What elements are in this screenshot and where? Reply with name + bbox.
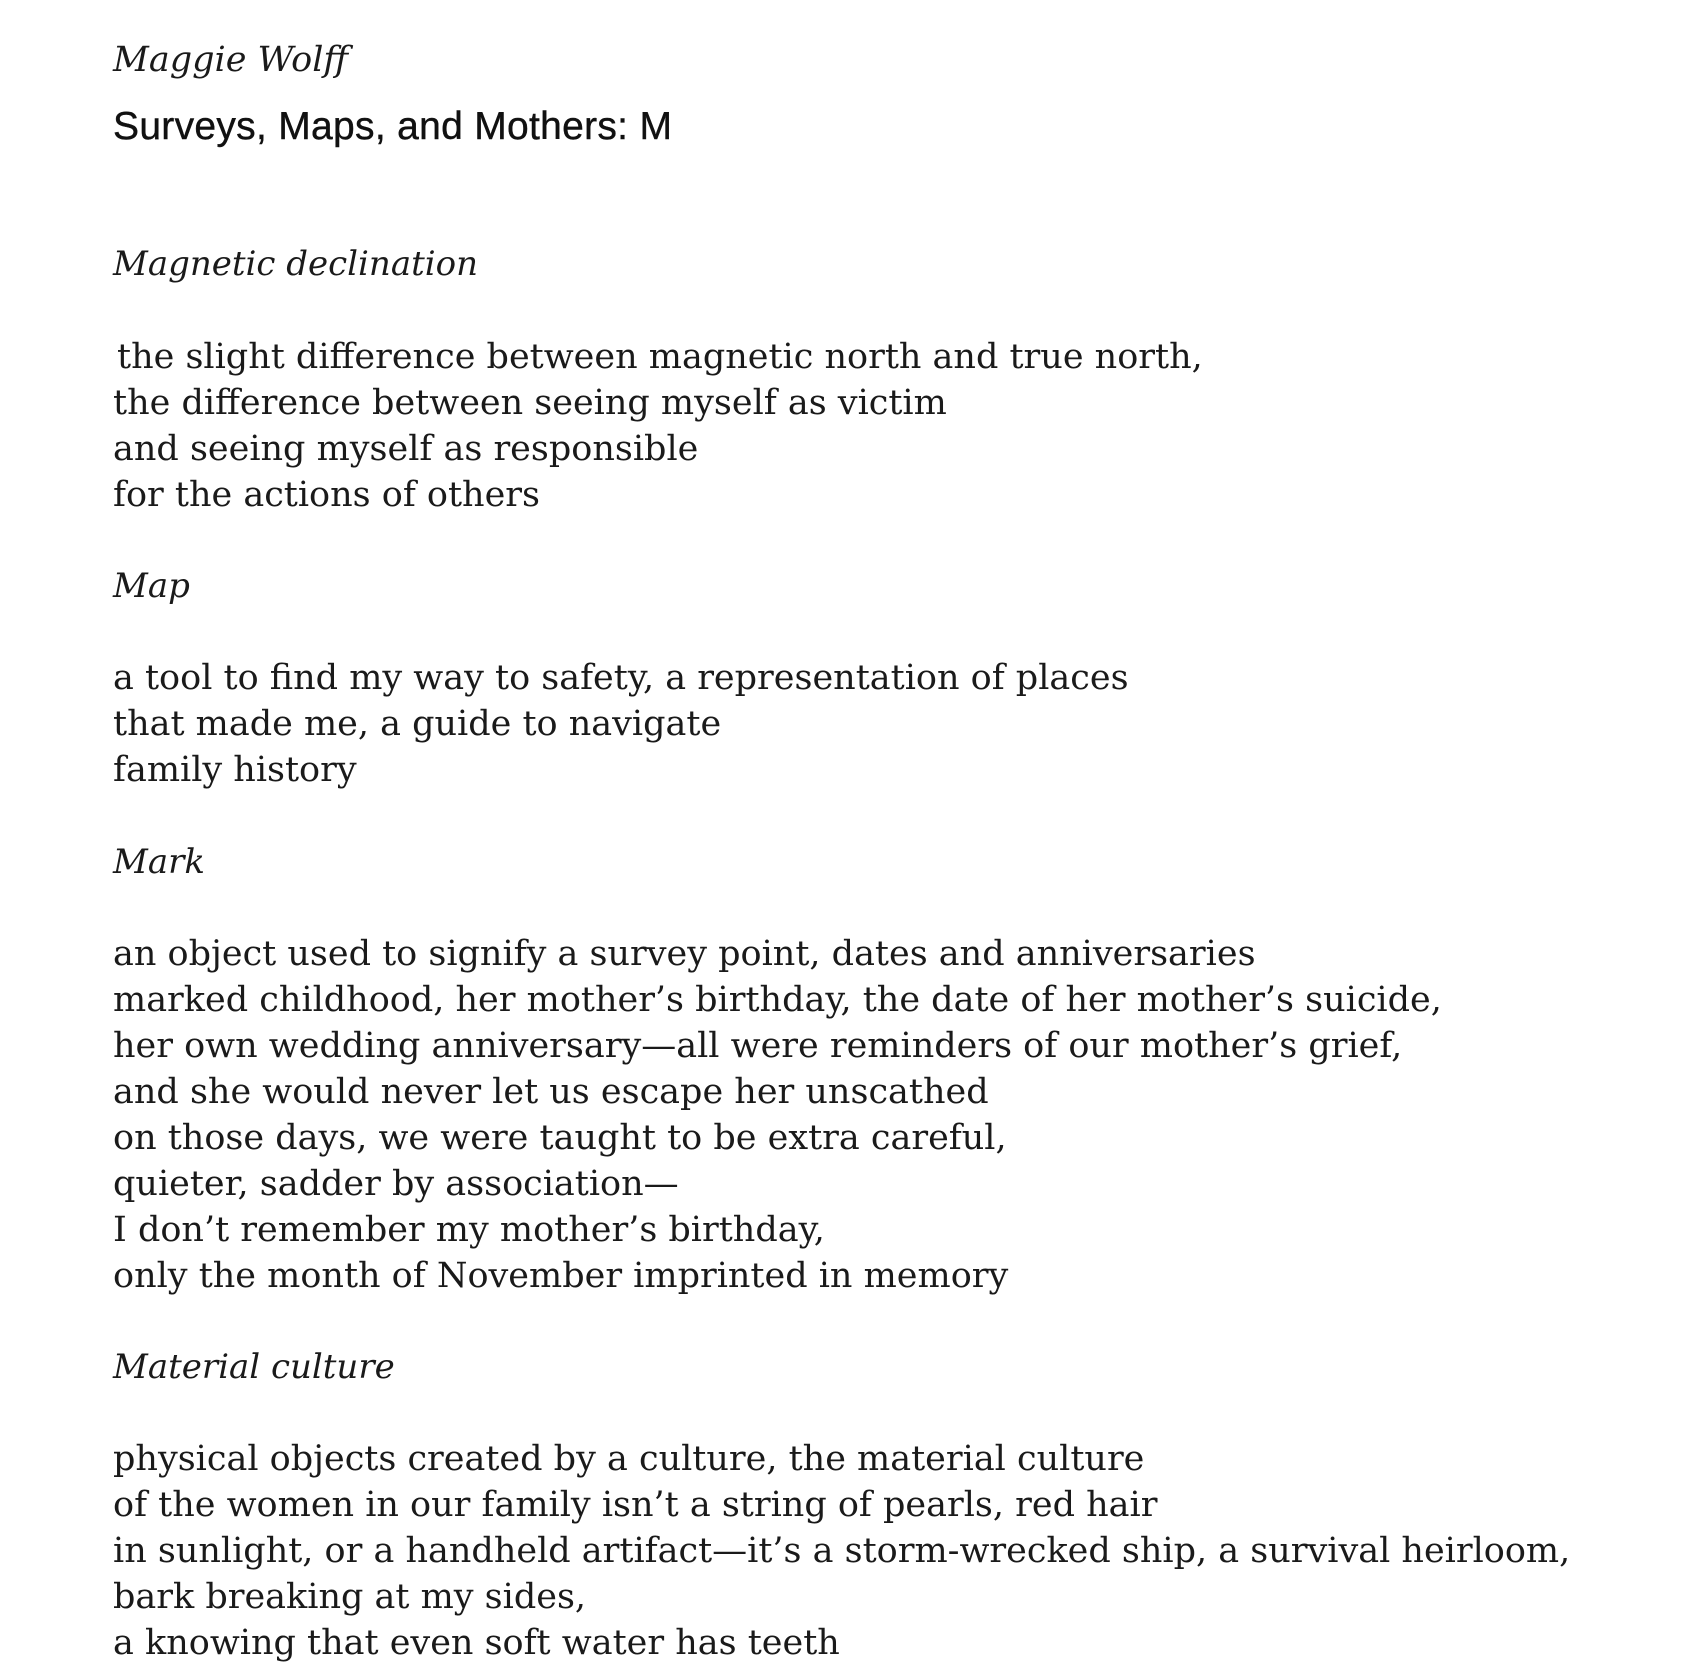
poem-line: a tool to find my way to safety, a representation of places [113,658,1129,698]
section-heading-material-culture: Material culture [113,1347,395,1387]
section-heading-magnetic-declination: Magnetic declination [113,244,479,284]
poem-line: quieter, sadder by association— [113,1164,679,1204]
author-name: Maggie Wolff [113,40,349,80]
poem-line: physical objects created by a culture, the material culture [113,1439,1145,1479]
poem-line: that made me, a guide to navigate [113,704,722,744]
poem-line: I don’t remember my mother’s birthday, [113,1210,825,1250]
poem-line: a knowing that even soft water has teeth [113,1623,840,1663]
poem-line: her own wedding anniversary—all were reminders of our mother’s grief, [113,1026,1403,1066]
poem-line: for the actions of others [113,475,540,515]
poem-line: and seeing myself as responsible [113,429,699,469]
stanza-map [113,655,1129,793]
stanza-material-culture [113,1436,1570,1666]
section-heading-mark: Mark [113,842,205,882]
poem-line: an object used to signify a survey point, dates and anniversaries [113,934,1256,974]
poem-line: on those days, we were taught to be extra careful, [113,1118,1007,1158]
poem-line: the slight difference between magnetic north and true north, [117,337,1203,377]
poem-title: Surveys, Maps, and Mothers: M [113,105,673,148]
stanza-mark [113,931,1442,1299]
section-heading-map: Map [113,566,190,606]
poem-line: of the women in our family isn’t a string of pearls, red hair [113,1485,1158,1525]
poem-line: the difference between seeing myself as victim [113,383,947,423]
stanza-magnetic-declination [113,334,1203,518]
poem-line: family history [113,750,357,790]
poem-line: in sunlight, or a handheld artifact—it’s a storm-wrecked ship, a survival heirloom, [113,1531,1571,1571]
poem-line: marked childhood, her mother’s birthday, the date of her mother’s suicide, [113,980,1442,1020]
poem-line: bark breaking at my sides, [113,1577,587,1617]
poem-line: only the month of November imprinted in memory [113,1256,1009,1296]
poem-line: and she would never let us escape her unscathed [113,1072,989,1112]
